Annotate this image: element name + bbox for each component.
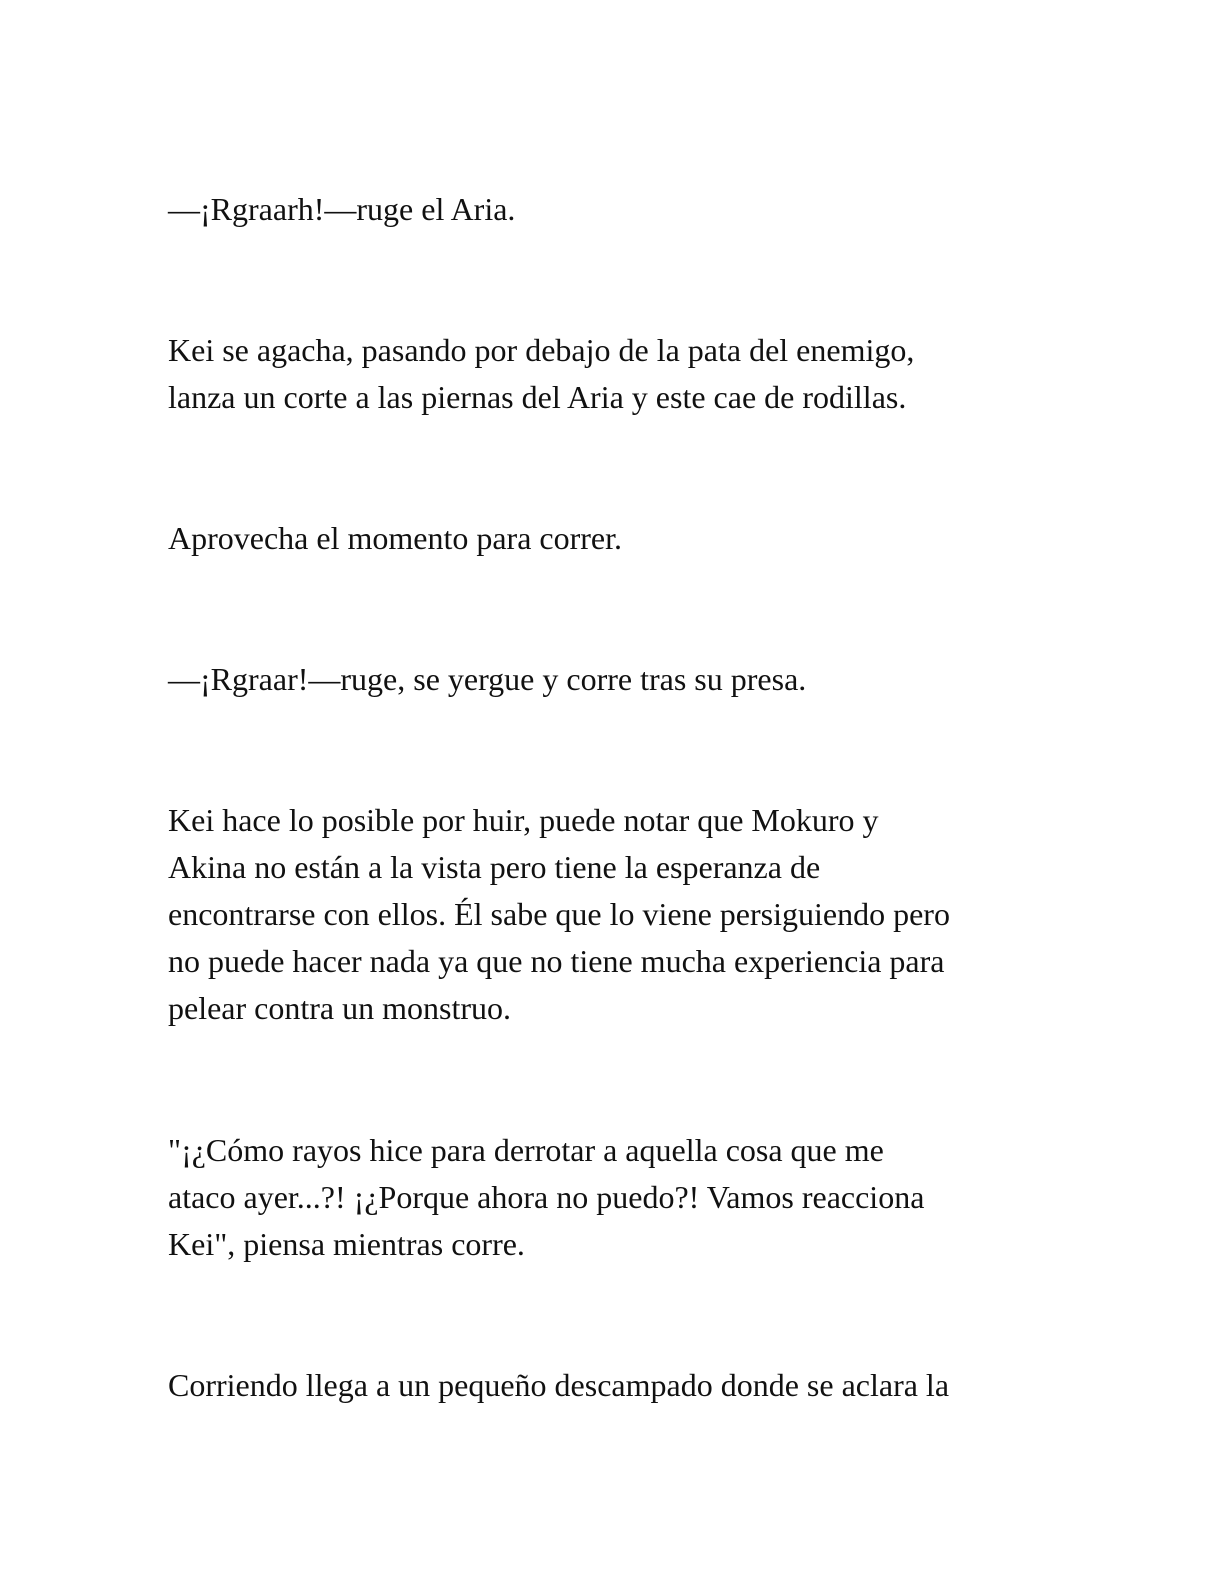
text-line: Kei hace lo posible por huir, puede notar que Mokuro y <box>168 802 879 838</box>
paragraph-2 <box>168 327 1068 421</box>
text-line: "¡¿Cómo rayos hice para derrotar a aquella cosa que me <box>168 1132 884 1168</box>
text-line: no puede hacer nada ya que no tiene mucha experiencia para <box>168 943 945 979</box>
paragraph-6 <box>168 1127 1068 1268</box>
text-line: Corriendo llega a un pequeño descampado donde se aclara la <box>168 1367 950 1403</box>
paragraph-1 <box>168 186 1068 233</box>
text-line: ataco ayer...?! ¡¿Porque ahora no puedo?! Vamos reacciona <box>168 1179 925 1215</box>
text-line: Kei se agacha, pasando por debajo de la pata del enemigo, <box>168 332 915 368</box>
text-line: —¡Rgraarh!—ruge el Aria. <box>168 191 516 227</box>
text-line: Aprovecha el momento para correr. <box>168 520 623 556</box>
paragraph-5 <box>168 797 1068 1032</box>
paragraph-3 <box>168 515 1068 562</box>
text-line: encontrarse con ellos. Él sabe que lo viene persiguiendo pero <box>168 896 950 932</box>
text-line: —¡Rgraar!—ruge, se yergue y corre tras su presa. <box>168 661 807 697</box>
paragraph-7 <box>168 1362 1068 1409</box>
text-line: pelear contra un monstruo. <box>168 990 511 1026</box>
paragraph-4 <box>168 656 1068 703</box>
text-line: Kei", piensa mientras corre. <box>168 1226 525 1262</box>
text-line: lanza un corte a las piernas del Aria y este cae de rodillas. <box>168 379 907 415</box>
text-line: Akina no están a la vista pero tiene la esperanza de <box>168 849 821 885</box>
